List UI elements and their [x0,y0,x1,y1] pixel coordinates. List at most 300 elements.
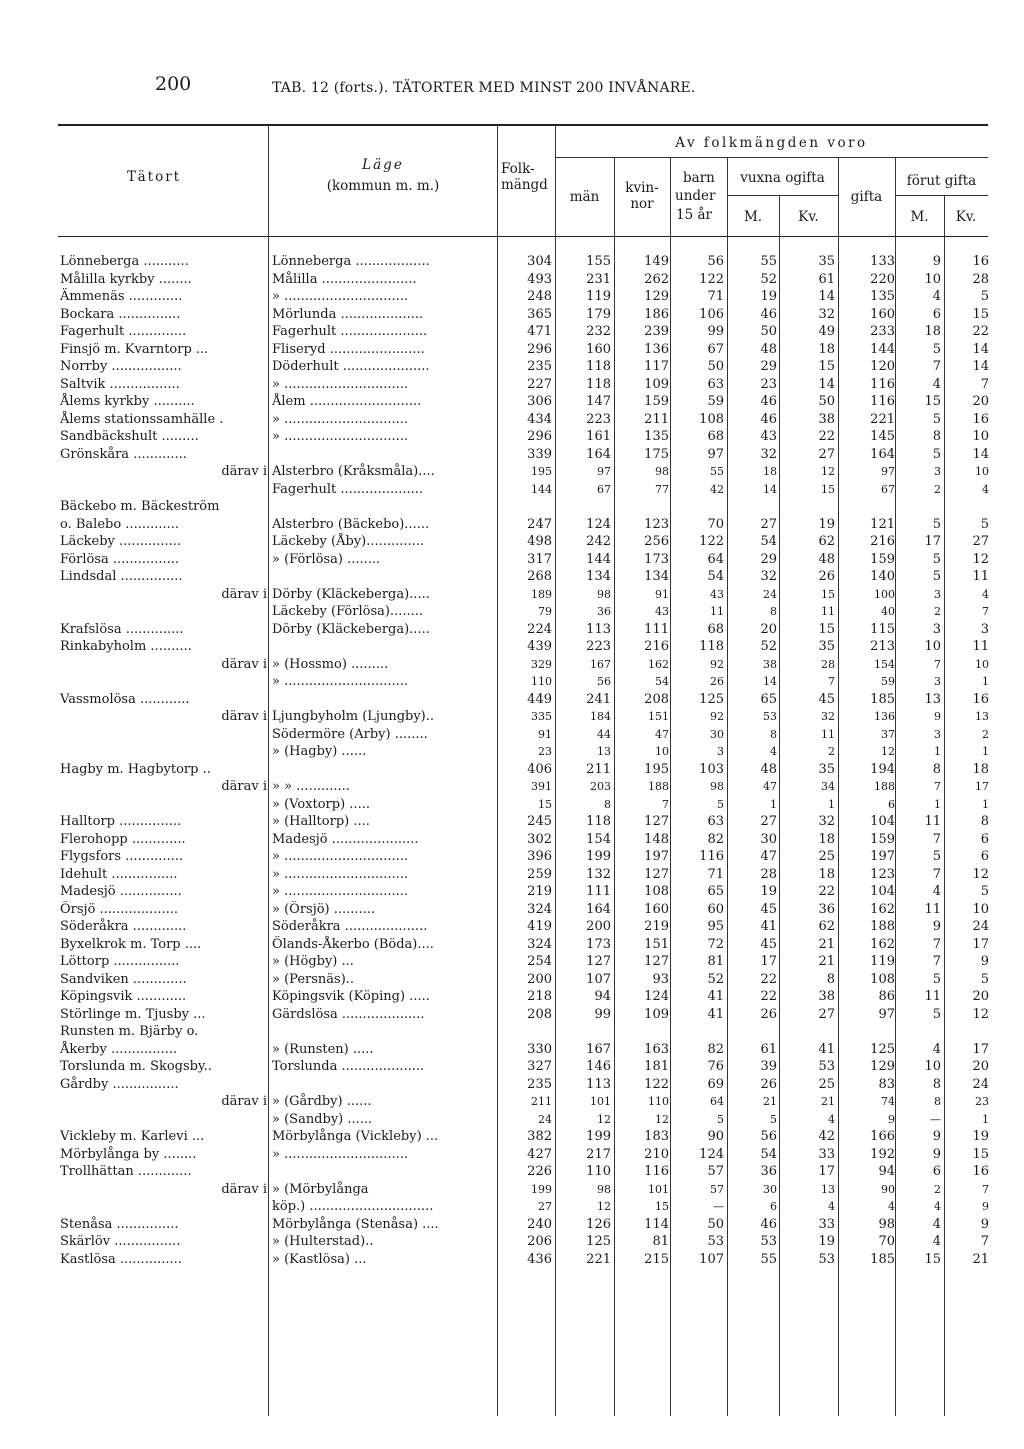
cell-vuxna-m: 47 [760,849,777,864]
cell-lage: » (Förlösa) ........ [272,551,381,567]
cell-barn: 69 [707,1076,724,1092]
cell-man: 160 [586,341,611,357]
table-row [0,463,1024,481]
cell-vuxna-kv: 17 [818,1164,835,1179]
subgroup-underline [727,195,838,196]
header-vuxna-ogifta: vuxna ogifta [740,170,825,186]
cell-forut-m: 7 [934,780,941,793]
cell-kvinnor: 47 [655,727,669,741]
cell-gifta: 9 [888,1112,895,1126]
cell-kvinnor: 210 [644,1146,669,1162]
cell-kvinnor: 7 [662,797,669,811]
cell-barn: 56 [707,254,724,269]
cell-forut-m: 11 [924,814,941,829]
cell-man: 147 [586,394,611,409]
cell-folkmangd: 235 [527,359,552,374]
cell-gifta: 97 [878,1006,895,1022]
cell-man: 118 [586,814,611,829]
cell-tatort: Mörbylånga by ........ [60,1146,197,1162]
cell-barn: 30 [710,727,724,741]
cell-barn: 71 [707,866,724,882]
cell-lage: » (Gårdby) ...... [272,1094,372,1109]
cell-kvinnor: 127 [644,866,669,882]
cell-tatort: Löttorp ................ [60,954,180,969]
cell-lage: » (Hulterstad).. [272,1234,374,1249]
cell-forut-kv: 20 [972,989,989,1004]
cell-lage: » (Hossmo) ......... [272,656,389,672]
cell-vuxna-kv: 21 [818,954,835,969]
cell-man: 36 [597,605,611,618]
cell-man: 179 [586,306,611,322]
table-row [0,498,1024,516]
cell-vuxna-kv: 12 [821,465,835,478]
cell-forut-m: 5 [932,341,941,357]
cell-vuxna-kv: 15 [821,482,835,496]
cell-tatort: Madesjö ............... [60,884,182,899]
cell-barn: — [713,1200,724,1213]
cell-barn: 122 [699,271,724,287]
cell-vuxna-kv: 35 [818,254,835,269]
cell-folkmangd: 245 [527,814,552,829]
cell-tatort: Vassmolösa ............ [60,691,190,707]
cell-lage: Fagerhult ..................... [272,324,428,339]
cell-vuxna-kv: 45 [818,691,835,707]
cell-lage: Köpingsvik (Köping) ..... [272,989,430,1004]
cell-gifta: 104 [870,814,895,829]
cell-man: 107 [586,971,611,987]
cell-barn: 72 [707,936,724,952]
cell-kvinnor: 91 [655,587,669,601]
cell-barn: 116 [699,849,724,864]
cell-folkmangd: 23 [538,745,552,758]
cell-forut-m: 5 [932,569,941,584]
cell-gifta: 12 [881,745,895,758]
cell-folkmangd: 219 [527,884,552,899]
table-row [0,953,1024,971]
cell-folkmangd: 339 [527,446,552,462]
cell-vuxna-kv: 8 [826,971,835,987]
cell-kvinnor: 186 [644,306,669,322]
cell-lage: » (Sandby) ...... [272,1111,373,1127]
cell-forut-m: 3 [934,727,941,741]
cell-lage: » .............................. [272,866,409,882]
cell-man: 164 [586,901,611,917]
cell-gifta: 216 [870,534,895,549]
cell-tatort: Läckeby ............... [60,534,182,549]
cell-tatort: Runsten m. Bjärby o. [60,1024,199,1039]
cell-man: 98 [597,587,611,601]
table-row [0,1146,1024,1164]
cell-kvinnor: 122 [644,1076,669,1092]
cell-folkmangd: 240 [527,1216,552,1232]
table-row [0,586,1024,604]
cell-vuxna-kv: 7 [828,675,835,688]
cell-vuxna-kv: 13 [821,1182,835,1196]
cell-tatort: Lindsdal ............... [60,569,183,584]
cell-vuxna-kv: 14 [818,376,835,392]
cell-barn: 54 [707,569,724,584]
cell-barn: 63 [707,376,724,392]
cell-gifta: 188 [870,919,895,934]
cell-forut-kv: 9 [982,1200,989,1213]
cell-lage: Söderåkra .................... [272,919,428,934]
cell-gifta: 121 [870,516,895,532]
cell-forut-m: 6 [932,1164,941,1179]
cell-forut-m: 8 [932,1076,941,1092]
cell-forut-m: 5 [932,516,941,532]
cell-barn: 41 [707,1006,724,1022]
cell-forut-kv: 11 [972,569,989,584]
cell-tatort: Saltvik ................. [60,376,180,392]
cell-barn: 71 [707,289,724,304]
cell-tatort: Trollhättan ............. [60,1164,192,1179]
cell-folkmangd: 396 [527,849,552,864]
cell-man: 164 [586,446,611,462]
cell-forut-m: 5 [932,446,941,462]
cell-vuxna-m: 46 [760,411,777,427]
cell-vuxna-kv: 11 [821,727,835,741]
cell-lage: » .............................. [272,289,409,304]
cell-vuxna-kv: 22 [818,884,835,899]
cell-folkmangd: 79 [538,605,552,618]
cell-folkmangd: 406 [527,761,552,777]
cell-tatort: Lönneberga ........... [60,254,189,269]
cell-folkmangd: 247 [527,516,552,532]
cell-gifta: 192 [870,1146,895,1162]
cell-lage: Dörby (Kläckeberga)..... [272,621,430,637]
cell-vuxna-kv: 53 [818,1251,835,1267]
table-row [0,288,1024,306]
cell-lage: Fliseryd ....................... [272,341,425,357]
cell-folkmangd: 324 [527,936,552,952]
table-row [0,1111,1024,1129]
cell-forut-m: 4 [932,1234,941,1249]
table-row [0,831,1024,849]
cell-forut-m: 2 [934,1182,941,1196]
cell-forut-kv: 10 [975,465,989,478]
cell-vuxna-kv: 28 [821,657,835,671]
cell-lage: » (Runsten) ..... [272,1041,374,1057]
cell-barn: 60 [707,901,724,917]
cell-forut-m: 7 [932,359,941,374]
cell-gifta: 135 [870,289,895,304]
table-row [0,411,1024,429]
page-number: 200 [155,73,192,95]
cell-gifta: 116 [870,394,895,409]
cell-tatort: Stenåsa ............... [60,1216,179,1232]
cell-vuxna-kv: 15 [818,359,835,374]
cell-forut-m: 9 [932,1146,941,1162]
cell-lage: Torslunda .................... [272,1059,425,1074]
cell-barn: 3 [717,745,724,758]
header-barn-2: under [675,188,716,204]
cell-vuxna-m: 27 [760,814,777,829]
cell-lage: köp.) .............................. [272,1199,434,1214]
cell-vuxna-m: 6 [770,1200,777,1213]
cell-tatort: Idehult ................ [60,866,178,882]
cell-lage: Fagerhult .................... [272,481,424,497]
cell-barn: 122 [699,534,724,549]
table-header-rule [58,236,988,237]
cell-forut-kv: 1 [982,675,989,688]
table-row [0,376,1024,394]
cell-vuxna-kv: 34 [821,780,835,793]
cell-forut-kv: 8 [980,814,989,829]
table-row [0,1023,1024,1041]
cell-vuxna-kv: 4 [828,1112,835,1126]
cell-man: 12 [597,1112,611,1126]
cell-man: 127 [586,954,611,969]
cell-folkmangd: 199 [531,1182,552,1196]
cell-forut-kv: 15 [972,1146,989,1162]
table-row [0,1093,1024,1111]
cell-folkmangd: 317 [527,551,552,567]
table-row [0,1058,1024,1076]
table-row [0,271,1024,289]
cell-man: 113 [586,1076,611,1092]
cell-forut-m: 6 [932,306,941,322]
cell-folkmangd: 296 [527,341,552,357]
cell-man: 223 [586,411,611,427]
cell-man: 223 [586,639,611,654]
cell-gifta: 144 [870,341,895,357]
cell-forut-m: 4 [932,376,941,392]
cell-forut-kv: 5 [980,289,989,304]
cell-folkmangd: 91 [538,727,552,741]
cell-gifta: 86 [878,989,895,1004]
cell-forut-m: 5 [932,551,941,567]
cell-vuxna-kv: 35 [818,639,835,654]
cell-folkmangd: 327 [527,1059,552,1074]
cell-vuxna-m: 50 [760,324,777,339]
header-lage: Läge [362,157,404,173]
cell-gifta: 119 [870,954,895,969]
cell-kvinnor: 162 [648,657,669,671]
cell-forut-m: 7 [932,936,941,952]
cell-gifta: 159 [870,831,895,847]
cell-forut-m: — [930,1112,941,1126]
cell-vuxna-m: 29 [760,551,777,567]
table-row [0,778,1024,796]
cell-barn: 55 [710,465,724,478]
cell-vuxna-kv: 22 [818,429,835,444]
cell-kvinnor: 175 [644,446,669,462]
cell-vuxna-kv: 33 [818,1216,835,1232]
cell-folkmangd: 224 [527,621,552,637]
cell-forut-m: 3 [934,675,941,688]
table-row [0,656,1024,674]
cell-barn: 59 [707,394,724,409]
cell-barn: 97 [707,446,724,462]
cell-barn: 82 [707,831,724,847]
cell-kvinnor: 219 [644,919,669,934]
cell-man: 200 [586,919,611,934]
cell-forut-m: 4 [932,1041,941,1057]
cell-vuxna-kv: 50 [818,394,835,409]
table-row [0,848,1024,866]
cell-vuxna-m: 14 [763,675,777,688]
cell-folkmangd: 254 [527,954,552,969]
table-row [0,533,1024,551]
cell-folkmangd: 302 [527,831,552,847]
cell-lage: » .............................. [272,376,409,392]
table-row [0,708,1024,726]
cell-gifta: 164 [870,446,895,462]
cell-kvinnor: 135 [644,429,669,444]
cell-man: 97 [597,465,611,478]
cell-folkmangd: 206 [527,1234,552,1249]
cell-barn: 103 [699,761,724,777]
cell-folkmangd: 211 [531,1095,552,1108]
cell-kvinnor: 43 [655,605,669,618]
cell-man: 155 [586,254,611,269]
cell-vuxna-kv: 27 [818,1006,835,1022]
cell-kvinnor: 173 [644,551,669,567]
cell-vuxna-kv: 32 [818,814,835,829]
cell-folkmangd: 365 [527,306,552,322]
cell-vuxna-kv: 4 [828,1200,835,1213]
cell-barn: 5 [717,1112,724,1126]
cell-lage: Gärdslösa .................... [272,1006,425,1022]
cell-tatort: Söderåkra ............. [60,919,187,934]
cell-man: 124 [586,516,611,532]
cell-kvinnor: 15 [655,1200,669,1213]
cell-lage: Alsterbro (Bäckebo)...... [272,516,430,532]
cell-folkmangd: 419 [527,919,552,934]
cell-forut-kv: 17 [972,936,989,952]
cell-man: 56 [597,675,611,688]
cell-gifta: 115 [870,621,895,637]
cell-vuxna-kv: 32 [818,306,835,322]
cell-kvinnor: 159 [644,394,669,409]
cell-tatort: därav i [221,464,267,479]
cell-vuxna-m: 53 [760,1234,777,1249]
cell-lage: Madesjö ..................... [272,831,419,847]
cell-man: 211 [586,761,611,777]
cell-gifta: 140 [870,569,895,584]
cell-man: 113 [586,621,611,637]
cell-man: 221 [586,1251,611,1267]
cell-folkmangd: 195 [531,465,552,478]
cell-lage: Dörby (Kläckeberga)..... [272,586,430,602]
cell-gifta: 70 [878,1234,895,1249]
header-vuxna-m: M. [743,209,763,225]
table-row [0,341,1024,359]
cell-barn: 82 [707,1041,724,1057]
cell-barn: 106 [699,306,724,322]
cell-man: 99 [594,1006,611,1022]
cell-forut-m: 9 [934,710,941,723]
cell-kvinnor: 181 [644,1059,669,1074]
cell-gifta: 83 [878,1076,895,1092]
cell-tatort: Störlinge m. Tjusby ... [60,1006,206,1022]
cell-kvinnor: 188 [648,780,669,793]
cell-forut-m: 4 [934,1200,941,1213]
cell-vuxna-m: 55 [760,254,777,269]
cell-barn: 26 [710,675,724,688]
cell-lage: Ljungbyholm (Ljungby).. [272,709,435,724]
cell-forut-kv: 18 [972,761,989,777]
cell-forut-kv: 9 [980,1216,989,1232]
cell-kvinnor: 124 [644,989,669,1004]
cell-tatort: Byxelkrok m. Torp .... [60,936,202,952]
cell-folkmangd: 493 [527,271,552,287]
cell-kvinnor: 151 [648,710,669,723]
table-row [0,1181,1024,1199]
cell-tatort: Norrby ................. [60,359,182,374]
cell-barn: 95 [707,919,724,934]
cell-kvinnor: 163 [644,1041,669,1057]
cell-forut-kv: 10 [972,429,989,444]
cell-vuxna-kv: 32 [821,710,835,723]
cell-forut-kv: 13 [975,710,989,723]
cell-lage: » (Örsjö) .......... [272,901,376,917]
table-row [0,568,1024,586]
cell-forut-kv: 16 [972,1164,989,1179]
cell-folkmangd: 248 [527,289,552,304]
table-row [0,971,1024,989]
cell-forut-kv: 14 [972,341,989,357]
table-row [0,551,1024,569]
cell-kvinnor: 208 [644,691,669,707]
table-row [0,918,1024,936]
cell-kvinnor: 108 [644,884,669,899]
cell-forut-kv: 19 [972,1129,989,1144]
cell-gifta: 159 [870,551,895,567]
cell-barn: 125 [699,691,724,707]
table-row [0,358,1024,376]
cell-man: 94 [594,989,611,1004]
table-row [0,393,1024,411]
cell-gifta: 162 [870,901,895,917]
cell-barn: 64 [710,1095,724,1108]
cell-forut-m: 13 [924,691,941,707]
cell-forut-m: 18 [924,324,941,339]
cell-barn: 11 [710,605,724,618]
cell-vuxna-m: 46 [760,1216,777,1232]
cell-gifta: 145 [870,429,895,444]
cell-tatort: Torslunda m. Skogsby.. [60,1059,212,1074]
cell-folkmangd: 200 [527,971,552,987]
cell-vuxna-m: 26 [760,1076,777,1092]
cell-barn: 107 [699,1251,724,1267]
cell-tatort: därav i [221,1094,267,1109]
cell-gifta: 160 [870,306,895,322]
cell-folkmangd: 208 [527,1006,552,1022]
cell-vuxna-m: 26 [760,1006,777,1022]
cell-vuxna-m: 55 [760,1251,777,1267]
cell-kvinnor: 114 [644,1216,669,1232]
table-row [0,481,1024,499]
cell-forut-m: 7 [932,866,941,882]
cell-folkmangd: 227 [527,376,552,392]
cell-barn: 50 [707,1216,724,1232]
cell-gifta: 133 [870,254,895,269]
cell-vuxna-kv: 18 [818,831,835,847]
cell-vuxna-kv: 53 [818,1059,835,1074]
header-vuxna-kv: Kv. [798,209,819,225]
cell-vuxna-m: 19 [760,289,777,304]
cell-gifta: 220 [870,271,895,287]
cell-folkmangd: 259 [527,866,552,882]
cell-vuxna-kv: 36 [818,901,835,917]
table-row [0,1041,1024,1059]
table-row [0,323,1024,341]
cell-man: 12 [597,1200,611,1213]
cell-forut-kv: 16 [972,254,989,269]
cell-kvinnor: 195 [644,761,669,777]
cell-vuxna-m: 45 [760,936,777,952]
